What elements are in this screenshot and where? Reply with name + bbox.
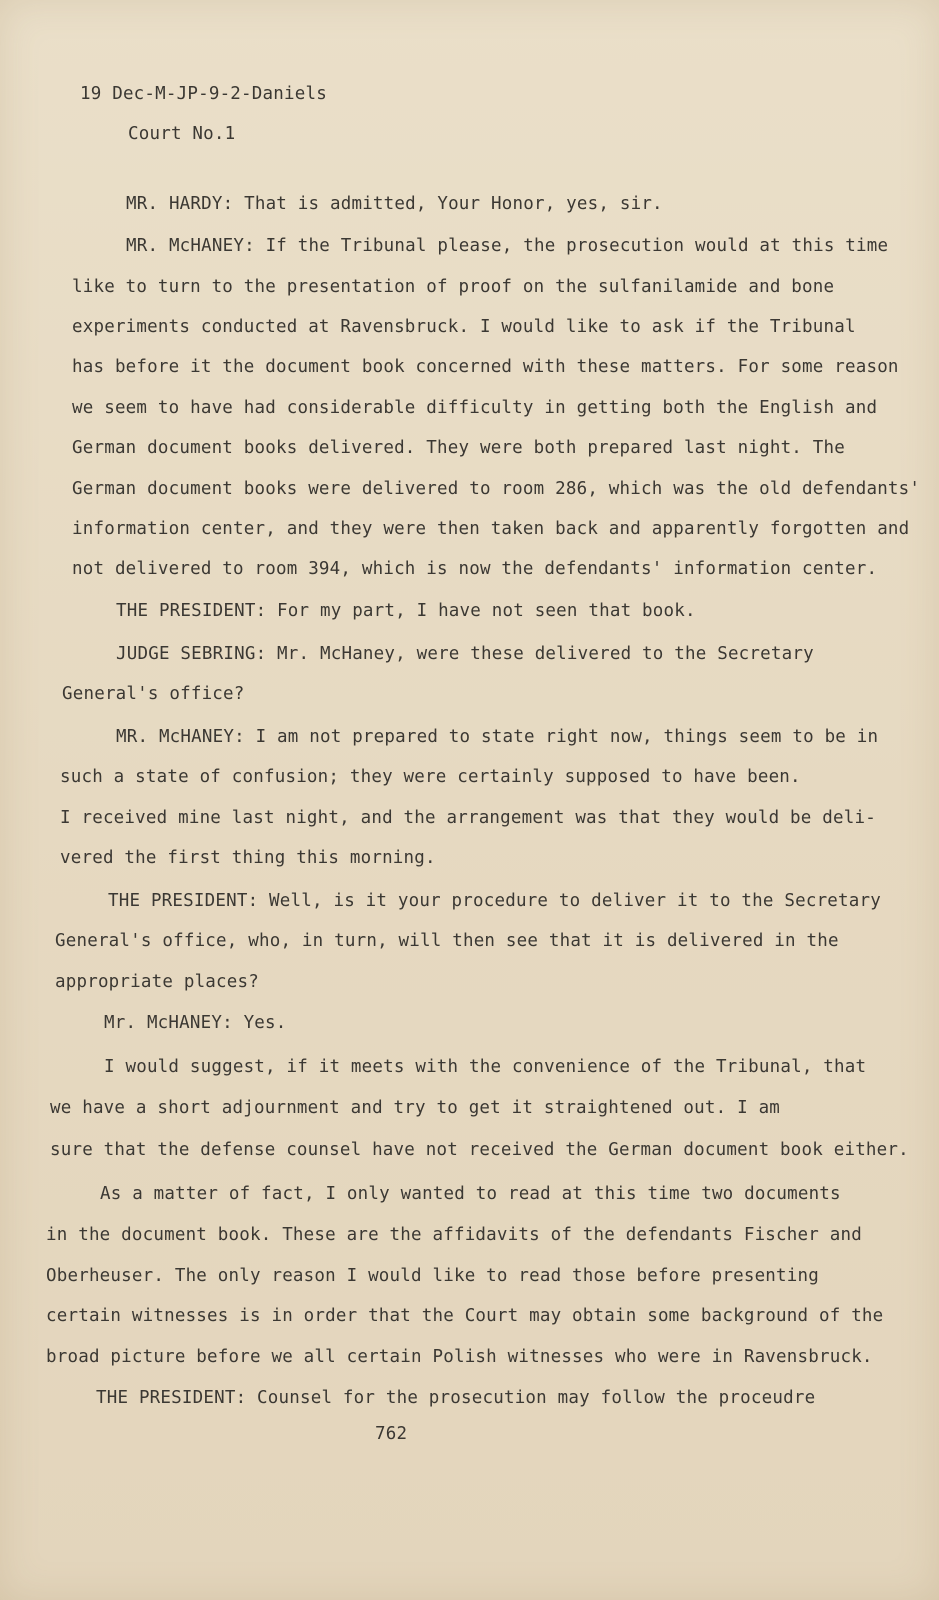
transcript-line: appropriate places? — [55, 972, 259, 992]
transcript-line: certain witnesses is in order that the Court may obtain some background of the — [46, 1306, 884, 1326]
transcript-line: broad picture before we all certain Polish witnesses who were in Ravensbruck. — [46, 1347, 873, 1367]
transcript-line: German document books delivered. They were both prepared last night. The — [72, 438, 845, 458]
transcript-line: MR. McHANEY: If the Tribunal please, the prosecution would at this time — [126, 236, 889, 256]
transcript-line: Oberheuser. The only reason I would like to read those before presenting — [46, 1266, 819, 1286]
transcript-line: Mr. McHANEY: Yes. — [104, 1013, 287, 1033]
transcript-line: such a state of confusion; they were certainly supposed to have been. — [60, 767, 801, 787]
transcript-line: MR. HARDY: That is admitted, Your Honor, yes, sir. — [126, 194, 663, 214]
transcript-line: experiments conducted at Ravensbruck. I would like to ask if the Tribunal — [72, 317, 856, 337]
transcript-line: information center, and they were then taken back and apparently forgotten and — [72, 519, 910, 539]
transcript-line: German document books were delivered to room 286, which was the old defendants' — [72, 479, 921, 499]
transcript-line: JUDGE SEBRING: Mr. McHaney, were these delivered to the Secretary — [116, 644, 814, 664]
transcript-line: MR. McHANEY: I am not prepared to state right now, things seem to be in — [116, 727, 879, 747]
transcript-line: in the document book. These are the affidavits of the defendants Fischer and — [46, 1225, 862, 1245]
transcript-line: we have a short adjournment and try to get it straightened out. I am — [50, 1098, 781, 1118]
transcript-line: has before it the document book concerned with these matters. For some reason — [72, 357, 899, 377]
document-id: 19 Dec-M-JP-9-2-Daniels — [80, 84, 327, 104]
transcript-line: THE PRESIDENT: Counsel for the prosecution may follow the proceudre — [96, 1388, 816, 1408]
transcript-line: THE PRESIDENT: For my part, I have not seen that book. — [116, 601, 696, 621]
transcript-line: like to turn to the presentation of proof on the sulfanilamide and bone — [72, 277, 835, 297]
transcript-line: vered the first thing this morning. — [60, 848, 436, 868]
transcript-line: I would suggest, if it meets with the convenience of the Tribunal, that — [104, 1057, 867, 1077]
court-label: Court No.1 — [128, 124, 236, 144]
page-number: 762 — [375, 1424, 408, 1444]
transcript-line: sure that the defense counsel have not received the German document book either. — [50, 1140, 909, 1160]
transcript-line: As a matter of fact, I only wanted to read at this time two documents — [100, 1184, 841, 1204]
transcript-line: General's office? — [62, 684, 245, 704]
transcript-line: General's office, who, in turn, will then see that it is delivered in the — [55, 931, 839, 951]
transcript-line: not delivered to room 394, which is now the defendants' information center. — [72, 559, 878, 579]
transcript-line: I received mine last night, and the arrangement was that they would be deli- — [60, 808, 876, 828]
transcript-line: THE PRESIDENT: Well, is it your procedure to deliver it to the Secretary — [108, 891, 881, 911]
transcript-line: we seem to have had considerable difficulty in getting both the English and — [72, 398, 878, 418]
